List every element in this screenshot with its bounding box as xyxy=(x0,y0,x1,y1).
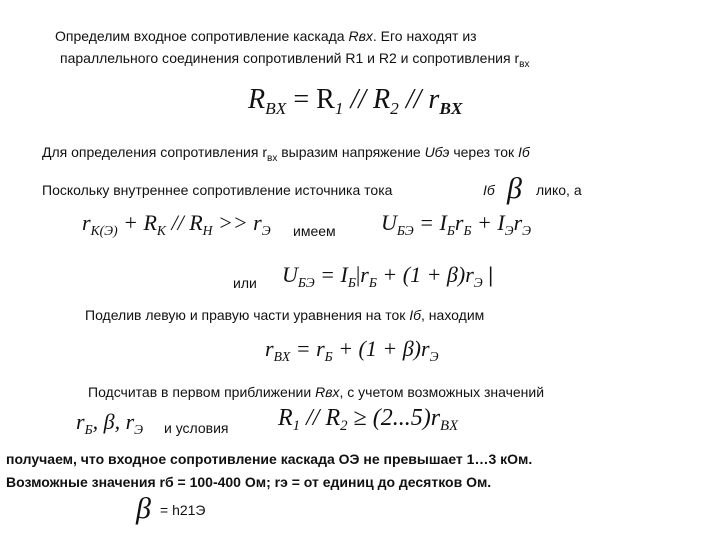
current-ib: Iб xyxy=(483,182,495,198)
beta-definition: = h21Э xyxy=(160,502,206,518)
paragraph-3: Поскольку внутреннее сопротивление источника тока xyxy=(42,182,393,198)
condition-label: и условия xyxy=(164,420,229,436)
intro-text-end: . Его находят из xyxy=(372,28,477,44)
result-line-2: Возможные значения rб = 100-400 Ом; rэ = от единиц до десятков Ом. xyxy=(6,474,492,490)
or-label: или xyxy=(233,275,257,291)
paragraph-2: Для определения сопротивления $r_{вх}$ выразим напряжение Uбэ через ток Iб xyxy=(42,144,530,164)
formula-ube-2: $U_{БЭ} = I_Б|r_Б + (1 + \beta)r_Э$ | xyxy=(282,262,494,290)
result-line-1: получаем, что входное сопротивление каскада ОЭ не превышает 1…3 кОм. xyxy=(6,451,533,467)
intro-text-2: параллельного соединения сопротивлений R1 и R2 и сопротивления r xyxy=(60,50,520,66)
beta-symbol-2: β xyxy=(136,492,151,525)
formula-params: $r_Б$, β, $r_Э$ xyxy=(76,409,144,437)
beta-symbol: β xyxy=(507,172,522,205)
have-label: имеем xyxy=(293,223,336,239)
intro-line-2 xyxy=(60,49,529,74)
formula-rin: $r_{BX} = r_Б + (1 + \beta)r_Э$ xyxy=(265,336,439,364)
formula-condition: $r_{К(Э)} + R_К // R_Н >> r_Э$ xyxy=(82,210,271,238)
intro-sub: вх xyxy=(519,58,530,70)
formula-ube: $U_{БЭ} = I_Бr_Б + I_Эr_Э$ xyxy=(381,210,532,238)
paragraph-4: Поделив левую и правую части уравнения на ток Iб, находим xyxy=(85,307,485,323)
intro-text: Определим входное сопротивление каскада xyxy=(55,28,349,44)
rin-symbol: Rвх xyxy=(348,28,373,44)
formula-r1r2-condition: $R_1 // R_2 \ge (2...5)r_{BX}$ xyxy=(278,405,459,435)
paragraph-5: Подсчитав в первом приближении Rвх, с учетом возможных значений xyxy=(88,384,545,400)
paragraph-3-end: лико, а xyxy=(536,182,582,198)
intro-line-1 xyxy=(55,27,477,45)
formula-rin-parallel: $R_{BX} = R_1 // R_2 // r_{BX}$ xyxy=(248,84,463,119)
